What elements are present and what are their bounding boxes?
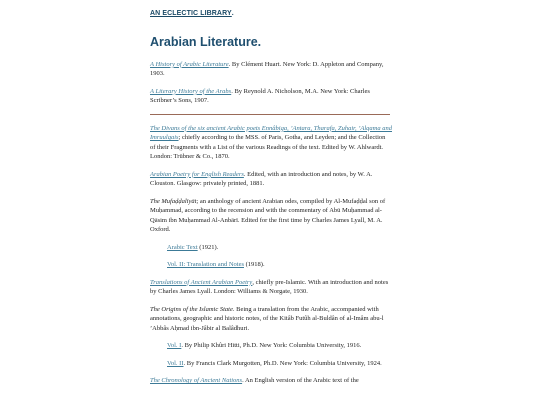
entry-title: The Mufaḍḍalīyāt [150, 197, 197, 205]
list-item [150, 278, 392, 297]
page-title: Arabian Literature. [150, 35, 262, 49]
entry-text: . Being a translation from the Arabic, accompanied with annotations, geographic and historic notes, of the Kitâb Futûh al-Buldân of al-Imâm abu-l ’Abbâs Aḥmad ibn-Jâbir al Balâdhuri. [150, 305, 384, 332]
list-item [150, 60, 392, 79]
book-link-arabian-poetry[interactable]: Arabian Poetry for English Readers [150, 170, 244, 178]
entry-title: The Origins of the Islamic State [150, 305, 233, 313]
list-item [150, 197, 392, 235]
list-item [150, 305, 392, 334]
entry-text: . By Philip Khûri Hitti, Ph.D. New York: Columbia University, 1916. [181, 342, 362, 350]
entry-text: (1918). [243, 261, 265, 269]
book-link-literary-history-arabs[interactable]: A Literary History of the Arabs [150, 87, 232, 95]
list-item [150, 87, 392, 106]
entry-text: , chiefly pre-Islamic. With an introduction and notes by Charles James Lyall. London: Williams & Norgate, 1930. [150, 278, 389, 296]
entry-text: . Edited, with an introduction and notes, by W. A. Clouston. Glasgow: privately printed, 1881. [150, 170, 373, 188]
entry-text: ; chiefly according to the MSS. of Paris, Gotha, and Leyden; and the Collection of their Fragments with a List of the various Readings of the text. Edited by W. Ahlwardt. London: Trübner & Co., 1870. [150, 134, 386, 161]
entry-text: ; an anthology of ancient Arabian odes, compiled by Al-Mufaḍḍal son of Muḥammad, according to the recension and with the commentary of Abū Muḥammad al-Qāsim ibn Muḥammad Al-Anbārī. Edited for the first time by Charles James Lyall, M. A. Oxford. [150, 197, 386, 234]
library-home-link[interactable]: AN ECLECTIC LIBRARY [150, 10, 232, 17]
volume-link-arabic-text[interactable]: Arabic Text [167, 243, 198, 251]
book-link-chronology[interactable]: The Chronology of Ancient Nations [150, 377, 243, 385]
book-link-history-arabic-literature[interactable]: A History of Arabic Literature [150, 60, 229, 68]
volume-link-vol-1[interactable]: Vol. I [167, 342, 182, 350]
library-dot: . [231, 10, 234, 17]
entry-text: . An English version of the Arabic text of the [242, 377, 359, 385]
volume-link-translation-notes[interactable]: Vol. II: Translation and Notes [167, 261, 244, 269]
book-link-translations[interactable]: Translations of Ancient Arabian Poetry [150, 278, 253, 286]
volume-link-vol-2[interactable]: Vol. II [167, 359, 184, 367]
list-item [150, 124, 392, 162]
list-item [150, 170, 392, 189]
page-content [150, 0, 392, 394]
entry-text: (1921). [197, 243, 219, 251]
list-item [167, 243, 392, 253]
list-item [150, 376, 392, 386]
entry-text: . By Reynold A. Nicholson, M.A. New York: Charles Scribner’s Sons, 1907. [150, 87, 370, 105]
book-link-divans[interactable]: The Divans of the six ancient Arabic poets Ennâbiga, ’Antara, Tharafa, Zuhair, ’Alqama and Imruulqais [150, 124, 392, 142]
section-divider [150, 114, 390, 115]
entry-text: . By Clément Huart. New York: D. Appleton and Company, 1903. [150, 60, 384, 78]
list-item [167, 341, 392, 351]
list-item [167, 359, 392, 369]
list-item [167, 260, 392, 270]
entry-text: . By Francis Clark Murgotten, Ph.D. New York: Columbia University, 1924. [183, 359, 382, 367]
